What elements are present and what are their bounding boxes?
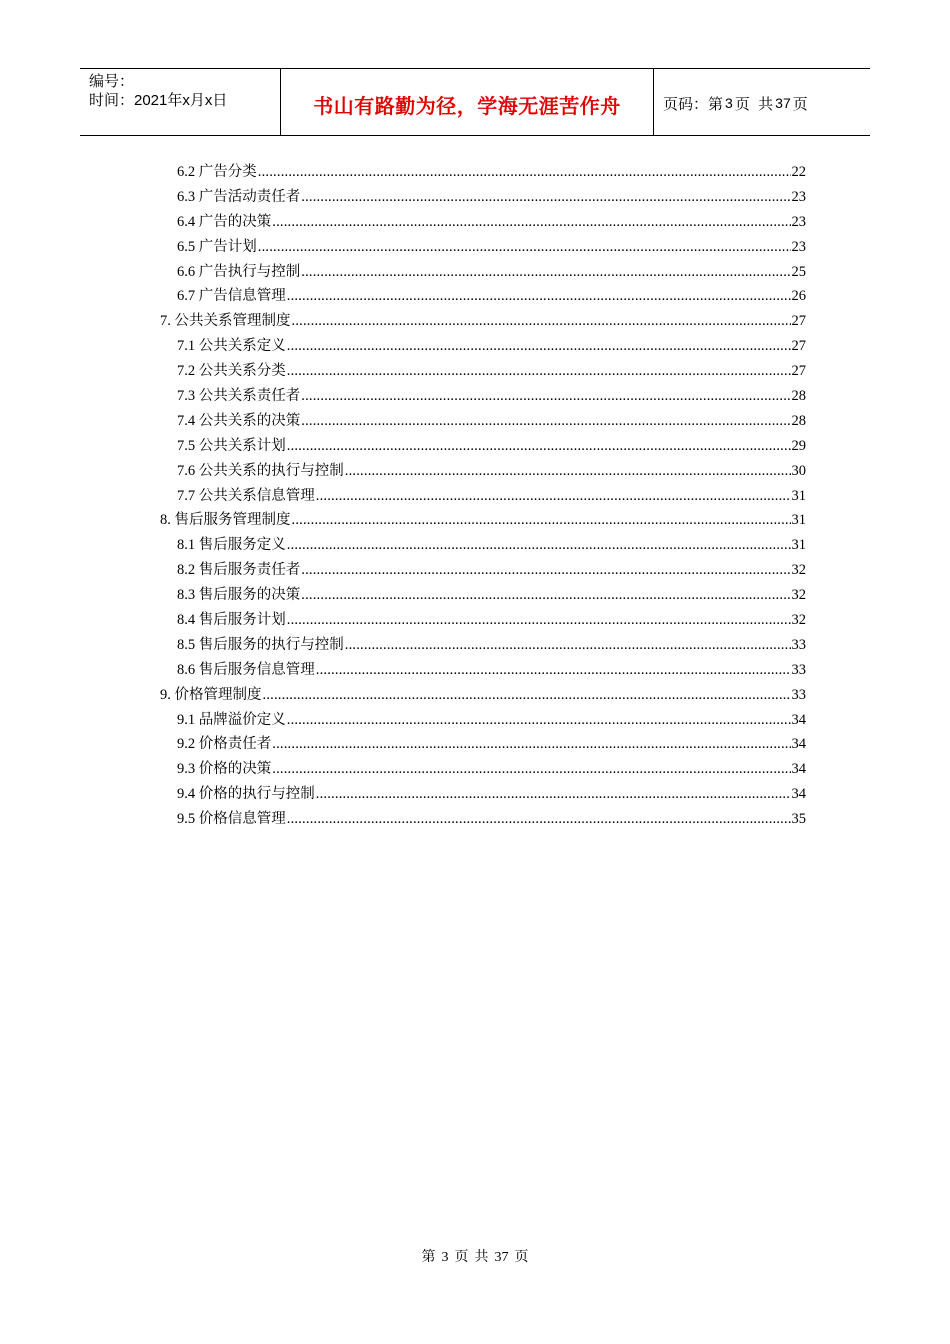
header-page-prefix: 页码：第 [663, 95, 724, 113]
toc-entry-page: 22 [791, 164, 806, 180]
toc-dot-leader [345, 633, 791, 658]
page-footer [0, 1246, 950, 1266]
toc-entry[interactable] [160, 558, 806, 583]
toc-entry[interactable] [160, 309, 806, 334]
toc-dot-leader [287, 284, 791, 309]
toc-dot-leader [316, 782, 791, 807]
toc-dot-leader [301, 583, 790, 608]
toc-entry[interactable] [160, 732, 806, 757]
toc-entry-title: 9.3 价格的决策 [177, 761, 272, 778]
toc-entry[interactable] [160, 658, 806, 683]
toc-entry[interactable] [160, 434, 806, 459]
header-page-suffix: 页 [792, 95, 808, 113]
toc-dot-leader [301, 260, 790, 285]
toc-dot-leader [301, 409, 790, 434]
toc-entry-title: 7.2 公共关系分类 [177, 363, 286, 380]
toc-entry-page: 34 [791, 786, 806, 803]
toc-entry-page: 28 [791, 388, 806, 405]
toc-entry[interactable] [160, 508, 806, 533]
toc-entry-title: 6.2 广告分类 [177, 164, 257, 180]
toc-entry[interactable] [160, 284, 806, 309]
toc-entry[interactable] [160, 260, 806, 285]
toc-entry-page: 34 [791, 761, 806, 778]
toc-entry-page: 34 [791, 711, 806, 728]
toc-entry-title: 9.5 价格信息管理 [177, 811, 286, 828]
toc-dot-leader [301, 384, 790, 409]
toc-entry-title: 7.1 公共关系定义 [177, 338, 286, 355]
footer-total-pages: 37 [494, 1250, 509, 1265]
page-header [80, 68, 870, 136]
toc-dot-leader [272, 210, 790, 235]
toc-entry-title: 7.5 公共关系计划 [177, 437, 286, 454]
toc-entry-page: 34 [791, 736, 806, 753]
toc-dot-leader [287, 434, 791, 459]
toc-entry-page: 31 [791, 537, 806, 554]
toc-entry-page: 26 [791, 288, 806, 305]
toc-dot-leader [258, 160, 791, 185]
toc-entry-page: 33 [791, 636, 806, 653]
document-number-label: 编号： [89, 73, 135, 90]
toc-entry-page: 25 [791, 263, 806, 280]
toc-dot-leader [345, 459, 791, 484]
toc-entry-title: 8.6 售后服务信息管理 [177, 661, 315, 678]
footer-word-ye-end: 页 [514, 1250, 529, 1265]
toc-dot-leader [316, 484, 791, 509]
toc-entry[interactable] [160, 484, 806, 509]
toc-entry[interactable] [160, 683, 806, 708]
toc-entry-page: 27 [791, 363, 806, 380]
toc-dot-leader [301, 185, 790, 210]
toc-entry-page: 32 [791, 562, 806, 579]
toc-entry-title: 9. 价格管理制度 [160, 686, 262, 703]
toc-entry-page: 33 [791, 661, 806, 678]
toc-dot-leader [263, 683, 791, 708]
header-page-cell [654, 69, 870, 135]
toc-entry-title: 7.6 公共关系的执行与控制 [177, 462, 344, 479]
toc-entry[interactable] [160, 185, 806, 210]
toc-entry-title: 8.2 售后服务责任者 [177, 562, 301, 579]
toc-dot-leader [272, 757, 790, 782]
header-page-mid: 页 共 [734, 95, 774, 113]
toc-entry[interactable] [160, 807, 806, 832]
toc-dot-leader [292, 508, 791, 533]
toc-entry[interactable] [160, 608, 806, 633]
toc-entry-page: 31 [791, 512, 806, 529]
toc-entry[interactable] [160, 334, 806, 359]
toc-entry-title: 9.4 价格的执行与控制 [177, 786, 315, 803]
toc-entry-title: 9.1 品牌溢价定义 [177, 711, 286, 728]
toc-entry[interactable] [160, 359, 806, 384]
toc-entry-page: 23 [791, 238, 806, 255]
toc-entry[interactable] [160, 708, 806, 733]
document-time-label: 时间：2021年x月x日 [89, 92, 228, 109]
toc-entry[interactable] [160, 409, 806, 434]
toc-entry-title: 6.5 广告计划 [177, 238, 257, 255]
toc-entry-title: 6.6 广告执行与控制 [177, 263, 301, 280]
toc-dot-leader [258, 235, 791, 260]
toc-entry-title: 6.7 广告信息管理 [177, 288, 286, 305]
toc-entry-page: 23 [791, 213, 806, 230]
header-page-total: 37 [775, 95, 791, 111]
toc-entry-page: 23 [791, 188, 806, 205]
toc-entry-page: 32 [791, 587, 806, 604]
header-page-current: 3 [725, 95, 733, 111]
table-of-contents [160, 160, 806, 832]
toc-dot-leader [301, 558, 790, 583]
toc-entry-title: 7.7 公共关系信息管理 [177, 487, 315, 504]
toc-entry-title: 7.3 公共关系责任者 [177, 388, 301, 405]
footer-word-di: 第 [421, 1250, 436, 1265]
header-motto-cell [281, 69, 654, 135]
toc-entry-title: 8.4 售后服务计划 [177, 612, 286, 629]
toc-dot-leader [287, 334, 791, 359]
toc-entry-page: 30 [791, 462, 806, 479]
toc-entry-title: 7.4 公共关系的决策 [177, 412, 301, 429]
toc-entry[interactable] [160, 210, 806, 235]
toc-entry-page: 28 [791, 412, 806, 429]
toc-dot-leader [287, 608, 791, 633]
toc-dot-leader [316, 658, 791, 683]
toc-dot-leader [287, 807, 791, 832]
footer-word-ye: 页 [454, 1250, 469, 1265]
toc-entry-page: 29 [791, 437, 806, 454]
toc-entry[interactable] [160, 235, 806, 260]
toc-entry[interactable] [160, 633, 806, 658]
toc-entry-title: 6.4 广告的决策 [177, 213, 272, 230]
toc-entry[interactable] [160, 782, 806, 807]
header-motto: 书山有路勤为径，学海无涯苦作舟 [313, 93, 621, 118]
toc-dot-leader [272, 732, 790, 757]
toc-dot-leader [287, 533, 791, 558]
toc-entry[interactable] [160, 533, 806, 558]
toc-entry-page: 31 [791, 487, 806, 504]
toc-entry-page: 33 [791, 686, 806, 703]
toc-entry-page: 27 [791, 313, 806, 330]
toc-entry-page: 27 [791, 338, 806, 355]
toc-entry[interactable] [160, 583, 806, 608]
toc-entry[interactable] [160, 757, 806, 782]
toc-entry-page: 32 [791, 612, 806, 629]
toc-entry-page: 35 [791, 811, 806, 828]
toc-entry-title: 8.5 售后服务的执行与控制 [177, 636, 344, 653]
toc-entry-title: 8.3 售后服务的决策 [177, 587, 301, 604]
toc-entry-title: 8. 售后服务管理制度 [160, 512, 291, 529]
header-meta-cell [80, 69, 281, 135]
toc-entry-title: 7. 公共关系管理制度 [160, 313, 291, 330]
toc-entry[interactable] [160, 160, 806, 185]
toc-dot-leader [287, 708, 791, 733]
footer-current-page: 3 [441, 1250, 449, 1265]
toc-entry[interactable] [160, 459, 806, 484]
toc-entry[interactable] [160, 384, 806, 409]
toc-dot-leader [287, 359, 791, 384]
footer-word-gong: 共 [474, 1250, 489, 1265]
toc-dot-leader [292, 309, 791, 334]
toc-entry-title: 6.3 广告活动责任者 [177, 188, 301, 205]
toc-entry-title: 8.1 售后服务定义 [177, 537, 286, 554]
toc-entry-title: 9.2 价格责任者 [177, 736, 272, 753]
